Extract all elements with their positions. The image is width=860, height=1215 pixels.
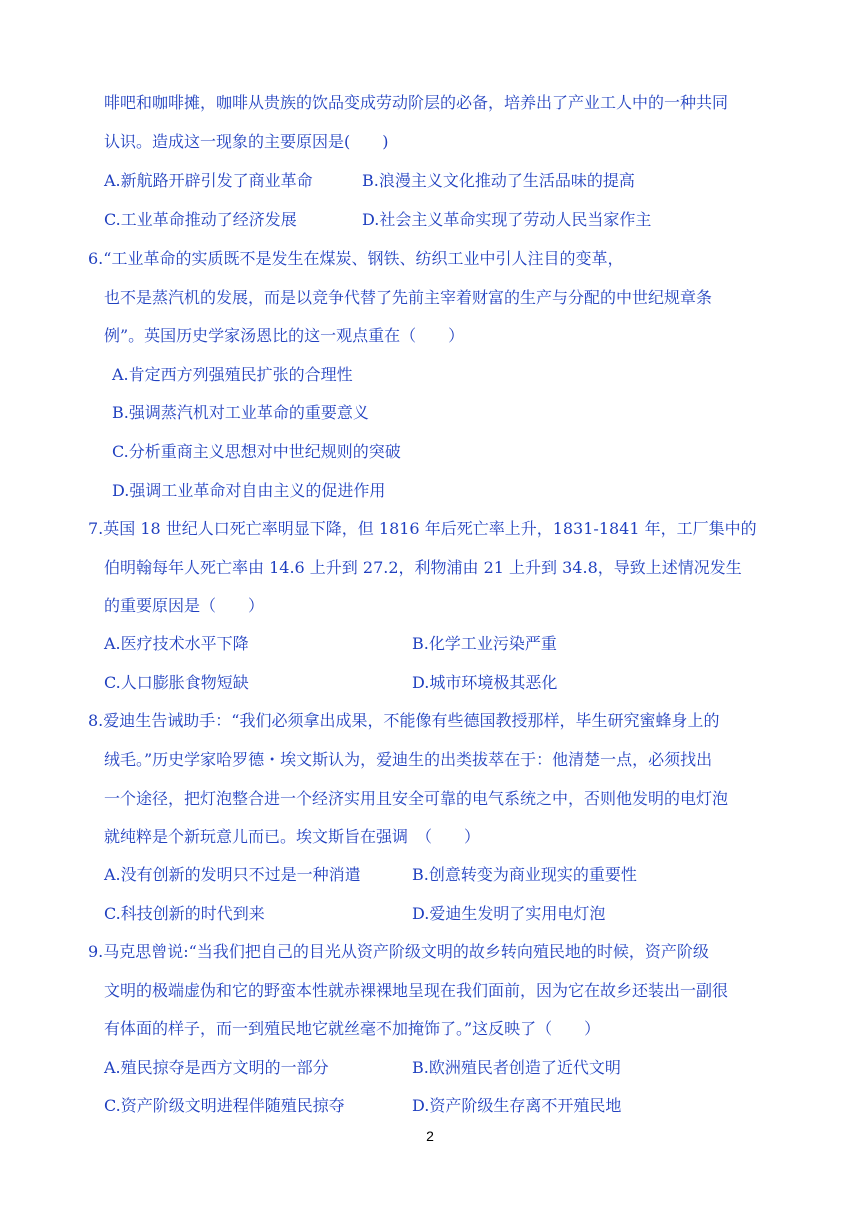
q8-option-a: A.没有创新的发明只不过是一种消遣 bbox=[104, 865, 361, 884]
q8-option-c: C.科技创新的时代到来 bbox=[104, 904, 265, 923]
q8-stem-line-2: 绒毛。”历史学家哈罗德・埃文斯认为，爱迪生的出类拔萃在于：他清楚一点，必须找出 bbox=[104, 750, 713, 769]
q6-option-d: D.强调工业革命对自由主义的促进作用 bbox=[112, 481, 386, 500]
q7-option-a: A.医疗技术水平下降 bbox=[104, 634, 249, 653]
page-number: 2 bbox=[426, 1128, 434, 1144]
q5-stem-line-1: 啡吧和咖啡摊，咖啡从贵族的饮品变成劳动阶层的必备，培养出了产业工人中的一种共同 bbox=[104, 93, 729, 112]
q6-option-a: A.肯定西方列强殖民扩张的合理性 bbox=[112, 365, 353, 384]
q6-stem-line-1: 6.“工业革命的实质既不是发生在煤炭、钢铁、纺织工业中引人注目的变革， bbox=[88, 249, 624, 268]
q5-option-c: C.工业革命推动了经济发展 bbox=[104, 210, 297, 229]
q7-option-d: D.城市环境极其恶化 bbox=[412, 673, 558, 692]
q9-option-b: B.欧洲殖民者创造了近代文明 bbox=[412, 1058, 621, 1077]
q8-stem-line-4: 就纯粹是个新玩意儿而已。埃文斯旨在强调 （ ） bbox=[104, 827, 481, 846]
q6-stem-line-2: 也不是蒸汽机的发展，而是以竞争代替了先前主宰着财富的生产与分配的中世纪规章条 bbox=[104, 288, 713, 307]
q9-option-d: D.资产阶级生存离不开殖民地 bbox=[412, 1096, 622, 1115]
q7-stem-line-2: 伯明翰每年人死亡率由 14.6 上升到 27.2，利物浦由 21 上升到 34.8，导致上述情况发生 bbox=[104, 558, 742, 577]
q9-stem-line-1: 9.马克思曾说:“当我们把自己的目光从资产阶级文明的故乡转向殖民地的时候，资产阶级 bbox=[88, 942, 709, 961]
q5-option-b: B.浪漫主义文化推动了生活品味的提高 bbox=[362, 171, 635, 190]
q8-option-d: D.爱迪生发明了实用电灯泡 bbox=[412, 904, 606, 923]
q7-stem-line-3: 的重要原因是（ ） bbox=[104, 596, 265, 615]
q7-option-b: B.化学工业污染严重 bbox=[412, 634, 557, 653]
q9-stem-line-2: 文明的极端虚伪和它的野蛮本性就赤裸裸地呈现在我们面前，因为它在故乡还装出一副很 bbox=[104, 981, 729, 1000]
q9-stem-line-3: 有体面的样子，而一到殖民地它就丝毫不加掩饰了。”这反映了（ ） bbox=[104, 1019, 601, 1038]
q6-stem-line-3: 例”。英国历史学家汤恩比的这一观点重在（ ） bbox=[104, 326, 465, 345]
q5-option-a: A.新航路开辟引发了商业革命 bbox=[104, 171, 313, 190]
q7-stem-line-1: 7.英国 18 世纪人口死亡率明显下降，但 1816 年后死亡率上升，1831-1841 年，工厂集中的 bbox=[88, 519, 757, 538]
q6-option-b: B.强调蒸汽机对工业革命的重要意义 bbox=[112, 403, 369, 422]
q7-option-c: C.人口膨胀食物短缺 bbox=[104, 673, 249, 692]
q8-option-b: B.创意转变为商业现实的重要性 bbox=[412, 865, 637, 884]
q8-stem-line-3: 一个途径，把灯泡整合进一个经济实用且安全可靠的电气系统之中，否则他发明的电灯泡 bbox=[104, 789, 729, 808]
q6-option-c: C.分析重商主义思想对中世纪规则的突破 bbox=[112, 442, 401, 461]
q8-stem-line-1: 8.爱迪生告诫助手：“我们必须拿出成果，不能像有些德国教授那样，毕生研究蜜蜂身上的 bbox=[88, 711, 720, 730]
q5-option-d: D.社会主义革命实现了劳动人民当家作主 bbox=[362, 210, 652, 229]
q9-option-a: A.殖民掠夺是西方文明的一部分 bbox=[104, 1058, 329, 1077]
q9-option-c: C.资产阶级文明进程伴随殖民掠夺 bbox=[104, 1096, 345, 1115]
q5-stem-line-2: 认识。造成这一现象的主要原因是( ) bbox=[104, 132, 389, 151]
